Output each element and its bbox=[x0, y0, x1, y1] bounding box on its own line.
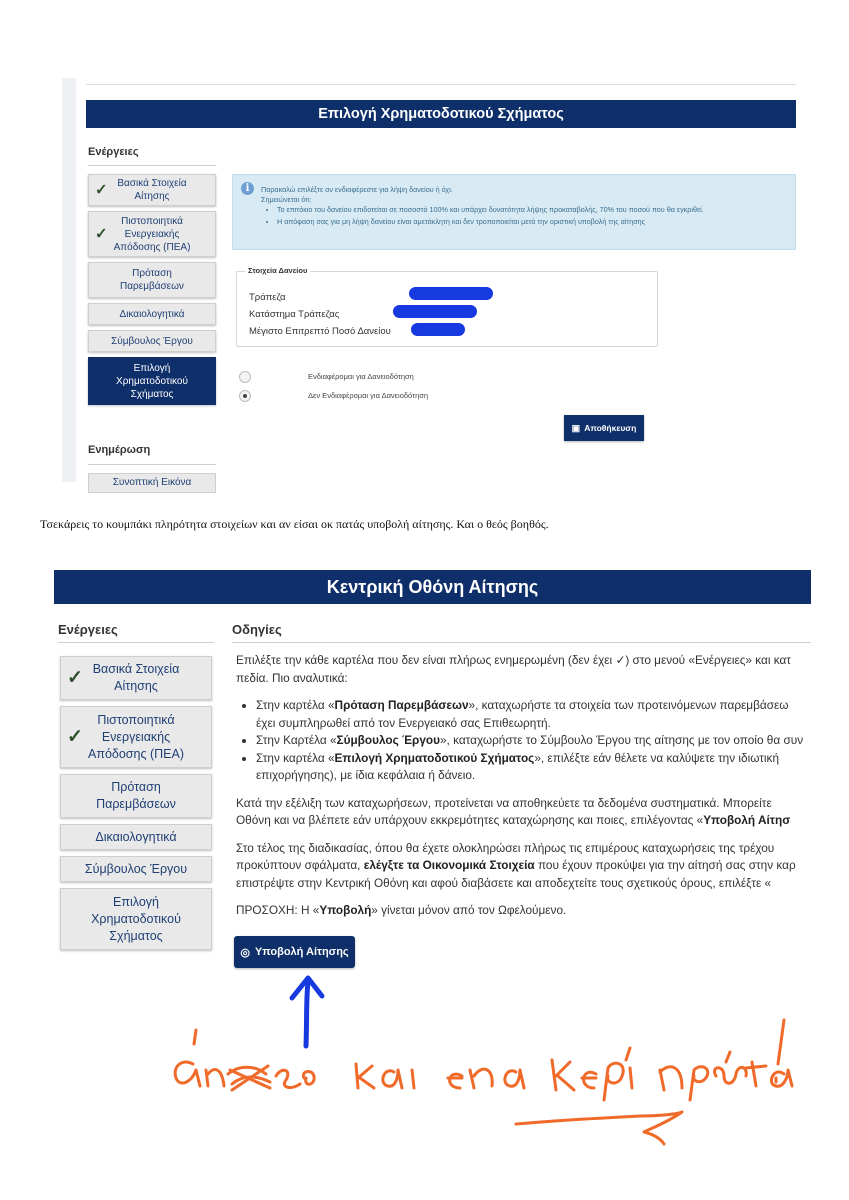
checkmark-icon: ✓ bbox=[95, 181, 108, 199]
submit-button-label: Υποβολή Αίτησης bbox=[254, 946, 349, 958]
redaction-mark bbox=[393, 305, 477, 318]
info-line: Σημειώνεται ότι: bbox=[261, 195, 312, 204]
instructions-bullet bbox=[256, 750, 836, 785]
warning-paragraph bbox=[236, 902, 836, 920]
sidebar-item-label: Πιστοποιητικά Ενεργειακής Απόδοσης (ΠΕΑ) bbox=[113, 215, 191, 253]
sidebar-item-label: Πιστοποιητικά Ενεργειακής Απόδοσης (ΠΕΑ) bbox=[87, 712, 184, 761]
instructions-paragraph bbox=[236, 652, 836, 687]
sidebar-item-basic-info[interactable] bbox=[60, 656, 212, 700]
sidebar-divider bbox=[88, 464, 216, 465]
loan-branch-label: Κατάστημα Τράπεζας bbox=[249, 309, 340, 320]
checkmark-icon: ✓ bbox=[67, 667, 83, 689]
loan-details-legend: Στοιχεία Δανείου bbox=[245, 266, 310, 275]
redaction-mark bbox=[409, 287, 493, 300]
instructions-paragraph bbox=[236, 795, 836, 830]
screenshot-financing-scheme bbox=[62, 78, 796, 488]
submit-application-button[interactable] bbox=[234, 936, 355, 968]
loan-details-fieldset bbox=[236, 266, 658, 347]
text-part: Οθόνη και να βλέπετε εάν υπάρχουν εκκρεμότητες καταχώρησης και ποιες, επιλέγοντας « bbox=[236, 813, 704, 827]
caption-text: Τσεκάρεις το κουμπάκι πληρότητα στοιχείων και αν είσαι οκ πατάς υποβολή αίτησης. Και ο θεός βοηθός. bbox=[40, 517, 549, 531]
text-part: που έχουν προκύψει για την αίτησή σας στην καρ bbox=[534, 858, 796, 872]
text-line: Κατά την εξέλιξη των καταχωρήσεων, προτείνεται να αποθηκεύετε τα δεδομένα συστηματικά. Μπορείτε bbox=[236, 795, 772, 810]
text-bold: Σύμβουλος Έργου bbox=[336, 733, 440, 747]
sidebar-item-label: Βασικά Στοιχεία Αίτησης bbox=[92, 662, 180, 693]
sidebar-divider bbox=[88, 165, 216, 166]
text-bold: Υποβολή bbox=[319, 903, 372, 917]
sidebar-item-interventions[interactable] bbox=[88, 262, 216, 298]
sidebar-item-label: Δικαιολογητικά bbox=[119, 308, 185, 320]
sidebar-item-documents[interactable] bbox=[88, 303, 216, 325]
sidebar-divider bbox=[58, 642, 214, 643]
text-part: », επιλέξτε εάν θέλετε να καλύψετε την ιδιωτική bbox=[534, 750, 780, 765]
sidebar-item-overview[interactable]: Συνοπτική Εικόνα bbox=[88, 473, 216, 493]
sidebar-item-label: Πρόταση Παρεμβάσεων bbox=[96, 780, 176, 811]
text-line: πεδία. Πιο αναλυτικά: bbox=[236, 670, 348, 685]
sidebar-item-label: Σύμβουλος Έργου bbox=[84, 861, 188, 876]
top-divider bbox=[86, 84, 796, 85]
info-alert bbox=[232, 174, 796, 250]
info-bullet: • Η απόφαση σας για μη λήψη δανείου είναι αμετάκλητη και δεν τροποποιείται μετά την οριστική υποβολή της αίτησης bbox=[277, 217, 704, 226]
text-bold: Επιλογή Χρηματοδοτικού Σχήματος bbox=[334, 750, 535, 765]
text-bold: ελέγξτε τα Οικονομικά Στοιχεία bbox=[363, 858, 535, 872]
sidebar-item-financing-scheme[interactable] bbox=[60, 888, 212, 950]
loan-max-amount-label: Μέγιστο Επιτρεπτό Ποσό Δανείου bbox=[249, 326, 391, 337]
sidebar-title-info: Ενημέρωση bbox=[88, 444, 151, 456]
sidebar-title-actions: Ενέργειες bbox=[58, 622, 118, 637]
info-icon: i bbox=[241, 182, 254, 195]
sidebar-item-energy-certificates[interactable] bbox=[60, 706, 212, 768]
text-line: έχει συμπληρωθεί από τον Ενεργειακό σας Επιθεωρητή. bbox=[256, 715, 551, 730]
text-bold: Υποβολή Αίτησ bbox=[703, 813, 791, 827]
text-part: », καταχωρήστε τα στοιχεία των προτεινόμενων παρεμβάσεω bbox=[468, 698, 789, 712]
redaction-mark bbox=[411, 323, 465, 336]
text-part: ΠΡΟΣΟΧΗ: Η « bbox=[236, 903, 320, 917]
info-list bbox=[267, 205, 704, 229]
text-bold: Πρόταση Παρεμβάσεων bbox=[334, 698, 469, 712]
sidebar-item-label: Δικαιολογητικά bbox=[95, 829, 177, 844]
text-part: Στην Καρτέλα « bbox=[256, 733, 337, 747]
sidebar-item-documents[interactable] bbox=[60, 824, 212, 850]
sidebar-title-actions: Ενέργειες bbox=[88, 146, 139, 158]
page-banner: Επιλογή Χρηματοδοτικού Σχήματος bbox=[86, 100, 796, 128]
text-part: προκύπτουν σφάλματα, bbox=[236, 858, 364, 872]
sidebar-item-project-consultant[interactable] bbox=[60, 856, 212, 882]
instructions-bullet bbox=[256, 697, 836, 732]
radio-loan-no-label: Δεν Ενδιαφέρομαι για Δανειοδότηση bbox=[308, 391, 429, 400]
blue-arrow-icon bbox=[292, 978, 322, 1046]
gear-icon: ◎ bbox=[240, 946, 250, 959]
text-part: » γίνεται μόνον από τον Ωφελούμενο. bbox=[371, 903, 567, 917]
save-button[interactable] bbox=[564, 415, 644, 441]
content-divider bbox=[232, 642, 811, 643]
radio-loan-yes[interactable] bbox=[239, 371, 251, 383]
sidebar-item-label: Σύμβουλος Έργου bbox=[111, 335, 193, 347]
sidebar-item-label: Επιλογή Χρηματοδοτικού Σχήματος bbox=[116, 362, 188, 400]
sidebar-item-project-consultant[interactable] bbox=[88, 330, 216, 352]
radio-loan-yes-label: Ενδιαφέρομαι για Δανειοδότηση bbox=[308, 372, 414, 381]
text-line: Επιλέξτε την κάθε καρτέλα που δεν είναι πλήρως ενημερωμένη (δεν έχει ✓) στο μενού «Ενέργειες» και κατ bbox=[236, 653, 791, 667]
text-part: », καταχωρήστε το Σύμβουλο Έργου της αίτησης με τον οποίο θα συν bbox=[439, 733, 804, 747]
instructions-bullet bbox=[256, 732, 836, 750]
text-part: Στην καρτέλα « bbox=[256, 698, 335, 712]
screenshot-main-application bbox=[54, 552, 811, 970]
sidebar-item-label: Βασικά Στοιχεία Αίτησης bbox=[117, 178, 187, 202]
checkmark-icon: ✓ bbox=[67, 726, 83, 748]
instructions-list bbox=[236, 697, 836, 785]
save-icon: ▣ bbox=[571, 422, 581, 433]
page-banner: Κεντρική Οθόνη Αίτησης bbox=[54, 570, 811, 604]
sidebar-item-financing-scheme[interactable] bbox=[88, 357, 216, 405]
sidebar-menu bbox=[88, 174, 216, 410]
info-line: Παρακαλώ επιλέξτε αν ενδιαφέρεστε για λήψη δανείου ή όχι. bbox=[261, 185, 453, 194]
page-left-strip bbox=[62, 78, 76, 482]
sidebar-item-basic-info[interactable] bbox=[88, 174, 216, 206]
sidebar-item-label: Πρόταση Παρεμβάσεων bbox=[120, 268, 184, 292]
sidebar-item-energy-certificates[interactable] bbox=[88, 211, 216, 257]
radio-loan-no[interactable] bbox=[239, 390, 251, 402]
sidebar-menu bbox=[60, 656, 212, 956]
loan-bank-label: Τράπεζα bbox=[249, 292, 286, 303]
sidebar-item-label: Επιλογή Χρηματοδοτικού Σχήματος bbox=[91, 894, 181, 943]
instructions-body bbox=[236, 652, 836, 930]
text-line: επιστρέψτε στην Κεντρική Οθόνη και αφού διαβάσετε και αποδεχτείτε τους σχετικούς όρους, επιλέξτε « bbox=[236, 875, 772, 890]
text-part: Στην καρτέλα « bbox=[256, 750, 335, 765]
instructions-paragraph bbox=[236, 840, 836, 893]
save-button-label: Αποθήκευση bbox=[584, 423, 637, 433]
handwritten-phrase bbox=[175, 1020, 792, 1144]
instructions-heading: Οδηγίες bbox=[232, 622, 282, 637]
text-line: επιχορήγησης), με ίδια κεφάλαια ή δάνειο. bbox=[256, 768, 476, 782]
info-bullet: • Το επιτόκιο του δανείου επιδοτείται σε ποσοστό 100% και υπάρχει δυνατότητα λήψης προκαταβολής, 70% του ποσού που θα εγκριθεί. bbox=[277, 205, 704, 214]
text-line: Στο τέλος της διαδικασίας, όπου θα έχετε ολοκληρώσει πλήρως τις επιμέρους καταχωρήσεις της τρέχου bbox=[236, 840, 775, 855]
sidebar-item-interventions[interactable] bbox=[60, 774, 212, 818]
checkmark-icon: ✓ bbox=[95, 225, 108, 243]
